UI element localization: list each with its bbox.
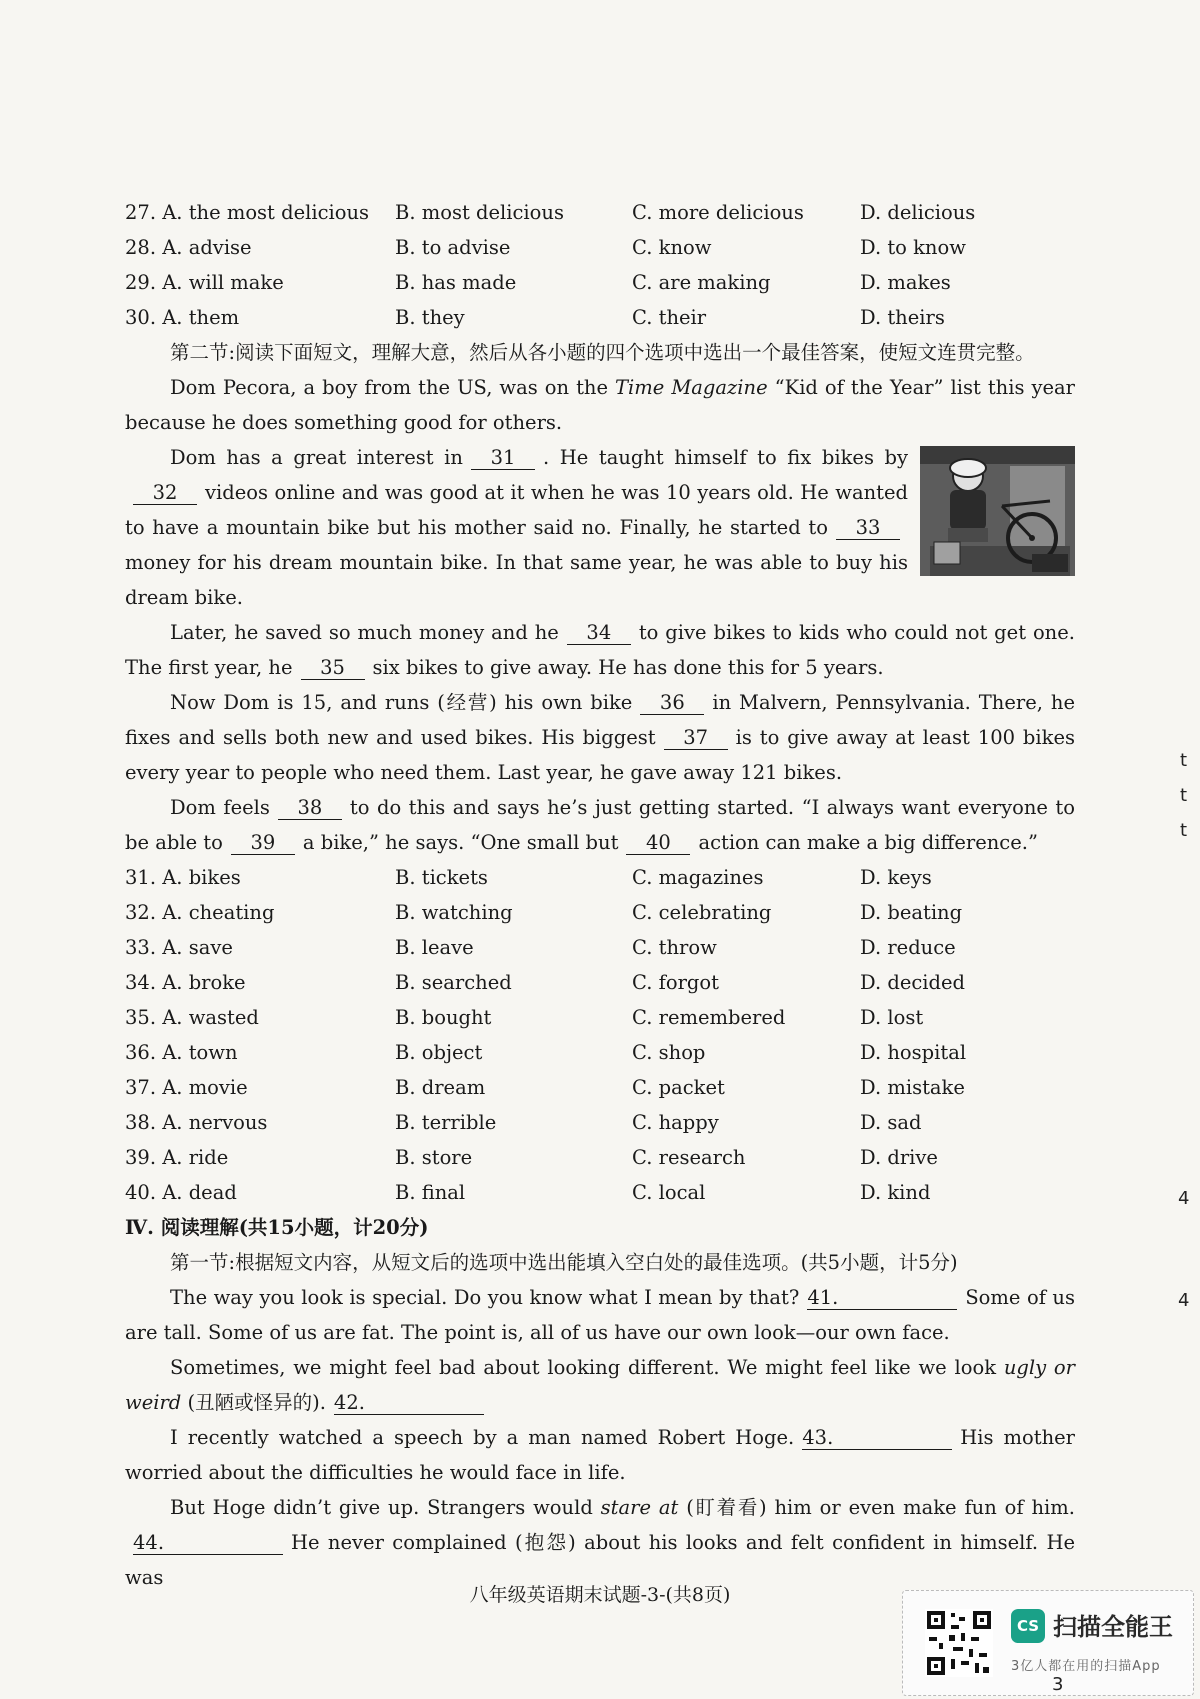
option-d: D. lost [860,1006,924,1029]
reading-paragraph-1 [125,1280,1075,1350]
text: Some of us are tall. Some of us are fat. The point is, all of us have our own look—our own face. [125,1286,1075,1344]
option-d: D. sad [860,1111,922,1134]
option-b: B. final [395,1181,466,1204]
option-c: C. are making [632,271,771,294]
text: His mother worried about the difficulties he would face in life. [125,1426,1076,1484]
blank-44: 44. [133,1532,283,1555]
option-c: C. packet [632,1076,725,1099]
section2-instructions: 第二节:阅读下面短文，理解大意，然后从各小题的四个选项中选出一个最佳答案，使短文连贯完整。 [170,341,1035,364]
text: (丑陋或怪异的). [181,1391,326,1414]
option-a: 40. A. dead [125,1181,237,1204]
scanner-title: 扫描全能王 [1053,1613,1173,1641]
passage-paragraph-4 [125,685,1075,790]
option-row [125,300,1075,335]
option-a: 30. A. them [125,306,240,329]
margin-mark: 4 [1178,1290,1190,1311]
option-row [125,265,1075,300]
option-b: B. tickets [395,866,488,889]
option-d: D. delicious [860,201,976,224]
option-a: 37. A. movie [125,1076,248,1099]
option-d: D. mistake [860,1076,965,1099]
option-a: 28. A. advise [125,236,252,259]
text: But Hoge didn’t give up. Strangers would [170,1496,601,1519]
margin-mark: t [1180,820,1188,841]
blank-42: 42. [334,1392,484,1415]
option-b: B. most delicious [395,201,564,224]
option-b: B. watching [395,901,513,924]
qr-code-icon [925,1609,993,1677]
blank-35: 35 [301,657,365,680]
text: a bike,” he says. “One small but [302,831,619,854]
option-row [125,965,1075,1000]
option-a: 33. A. save [125,936,233,959]
scanner-watermark [902,1590,1194,1696]
options-27-30 [125,195,1075,335]
option-c: C. their [632,306,707,329]
text: is to give away at least 100 bikes every year to people who need them. Last year, he gave away 121 bikes. [125,726,1075,784]
option-row [125,1140,1075,1175]
passage-paragraph-1 [125,370,1075,440]
option-row [125,230,1075,265]
text: I recently watched a speech by a man named Robert Hoge. [170,1426,795,1449]
option-d: D. makes [860,271,951,294]
option-row [125,930,1075,965]
option-b: B. store [395,1146,473,1169]
camscanner-logo-icon: CS [1011,1609,1045,1643]
option-row [125,1175,1075,1210]
option-c: C. more delicious [632,201,804,224]
text: money for his dream mountain bike. In that same year, he was able to buy his dream bike. [125,551,908,609]
option-c: C. forgot [632,971,719,994]
option-d: D. kind [860,1181,931,1204]
blank-32: 32 [133,482,197,505]
option-a: 36. A. town [125,1041,238,1064]
blank-36: 36 [640,692,704,715]
option-b: B. has made [395,271,517,294]
options-31-40 [125,860,1075,1210]
option-a: 35. A. wasted [125,1006,259,1029]
option-a: 29. A. will make [125,271,284,294]
option-c: C. happy [632,1111,719,1134]
blank-38: 38 [278,797,342,820]
option-row [125,895,1075,930]
option-a: 34. A. broke [125,971,246,994]
text: videos online and was good at it when he was 10 years old. He wanted to have a mountain bike but his mother said no. Finally, he started to [125,481,908,539]
emphasis: stare at [600,1496,679,1519]
text: Dom has a great interest in [170,446,463,469]
reading-paragraph-2 [125,1350,1075,1420]
option-row [125,1105,1075,1140]
blank-40: 40 [626,832,690,855]
option-row [125,195,1075,230]
text: to do this and says he’s just getting started. “I always want everyone to be able to [125,796,1076,854]
magazine-title: Time Magazine [615,376,768,399]
text: . He taught himself to fix bikes by [542,446,909,469]
option-c: C. know [632,236,712,259]
option-b: B. terrible [395,1111,497,1134]
text: Later, he saved so much money and he [170,621,559,644]
option-b: B. to advise [395,236,511,259]
option-d: D. keys [860,866,932,889]
option-d: D. to know [860,236,966,259]
text: The way you look is special. Do you know what I mean by that? [170,1286,800,1309]
option-row [125,1000,1075,1035]
text: Sometimes, we might feel bad about looking different. We might feel like we look [170,1356,1004,1379]
text: Now Dom is 15, and runs (经营) his own bike [170,691,633,714]
option-d: D. beating [860,901,963,924]
option-c: C. research [632,1146,746,1169]
margin-mark: t [1180,785,1188,806]
option-c: C. shop [632,1041,706,1064]
passage-paragraph-3 [125,615,1075,685]
blank-41: 41. [807,1287,957,1310]
text: to give bikes to kids who could not get one. The first year, he [125,621,1075,679]
boy-fixing-bike-illustration [920,446,1075,576]
text: Dom feels [170,796,270,819]
option-b: B. leave [395,936,474,959]
option-a: 39. A. ride [125,1146,229,1169]
option-a: 38. A. nervous [125,1111,268,1134]
section4-title: Ⅳ. 阅读理解(共15小题，计20分) [125,1216,429,1239]
option-a: 31. A. bikes [125,866,241,889]
text: six bikes to give away. He has done this for 5 years. [372,656,884,679]
option-row [125,860,1075,895]
scanner-subtitle: 3亿人都在用的扫描App [1011,1659,1161,1674]
option-b: B. object [395,1041,483,1064]
text: action can make a big difference.” [698,831,1038,854]
passage-paragraph-5 [125,790,1075,860]
option-c: C. throw [632,936,717,959]
text: Dom Pecora, a boy from the US, was on the [170,376,616,399]
option-d: D. theirs [860,306,945,329]
option-c: C. local [632,1181,706,1204]
exam-page [125,195,1075,1595]
page-footer: 八年级英语期末试题-3-(共8页) [469,1584,731,1606]
option-row [125,1035,1075,1070]
text: (盯着看) him or even make fun of him. [678,1496,1075,1519]
option-b: B. searched [395,971,512,994]
option-b: B. they [395,306,465,329]
blank-37: 37 [664,727,728,750]
option-a: 32. A. cheating [125,901,275,924]
option-b: B. bought [395,1006,492,1029]
option-d: D. reduce [860,936,956,959]
text: in Malvern, Pennsylvania. There, he fixes and sells both new and used bikes. His biggest [125,691,1075,749]
option-d: D. hospital [860,1041,967,1064]
margin-mark: t [1180,750,1188,771]
blank-43: 43. [802,1427,952,1450]
option-d: D. drive [860,1146,938,1169]
blank-34: 34 [567,622,631,645]
option-c: C. magazines [632,866,764,889]
illustration-icon [920,446,1075,576]
text: “Kid of the Year” list this year because he does something good for others. [125,376,1075,434]
section4-instructions: 第一节:根据短文内容，从短文后的选项中选出能填入空白处的最佳选项。(共5小题，计5分) [170,1251,958,1274]
option-c: C. celebrating [632,901,772,924]
option-d: D. decided [860,971,966,994]
blank-39: 39 [231,832,295,855]
option-a: 27. A. the most delicious [125,201,370,224]
option-b: B. dream [395,1076,486,1099]
page-corner-number: 3 [1052,1674,1064,1695]
option-c: C. remembered [632,1006,786,1029]
option-row [125,1070,1075,1105]
blank-31: 31 [471,447,535,470]
margin-mark: 4 [1178,1188,1190,1209]
text: He never complained (抱怨) about his looks and felt confident in himself. He was [125,1531,1075,1589]
emphasis: ugly or weird [125,1356,1075,1414]
blank-33: 33 [836,517,900,540]
reading-paragraph-3 [125,1420,1075,1490]
